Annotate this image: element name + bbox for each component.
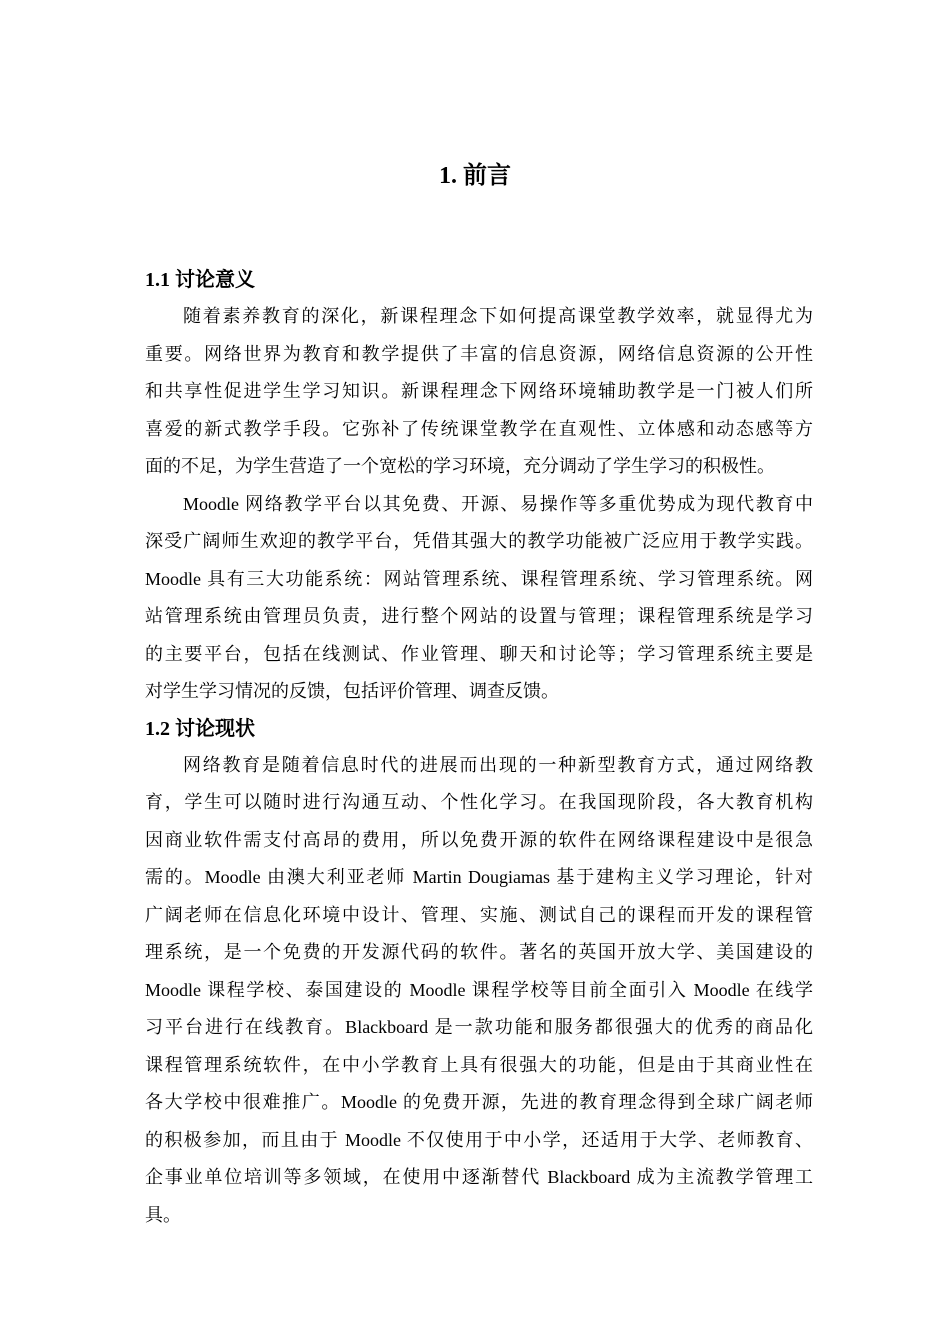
paragraph (145, 747, 813, 1235)
paragraph (145, 486, 813, 711)
text-line: 需的。Moodle 由澳大利亚老师 Martin Dougiamas 基于建构主义学习理论，针对 (145, 867, 813, 887)
text-line: 网络教育是随着信息时代的进展而出现的一种新型教育方式，通过网络教 (183, 754, 813, 775)
section-heading: 1.1 讨论意义 (145, 269, 255, 291)
text-line: 随着素养教育的深化，新课程理念下如何提高课堂教学效率，就显得尤为 (183, 306, 813, 326)
text-line: 对学生学习情况的反馈，包括评价管理、调查反馈。 (145, 681, 559, 701)
text-line: 的积极参加，而且由于 Moodle 不仅使用于中小学，还适用于大学、老师教育、 (145, 1129, 813, 1150)
text-line: 广阔老师在信息化环境中设计、管理、实施、测试自己的课程而开发的课程管 (145, 904, 813, 925)
text-line: 企事业单位培训等多领域，在使用中逐渐替代 Blackboard 成为主流教学管理工 (145, 1167, 813, 1187)
text-line: 理系统，是一个免费的开发源代码的软件。著名的英国开放大学、美国建设的 (145, 942, 813, 962)
text-line: 各大学校中很难推广。Moodle 的免费开源，先进的教育理念得到全球广阔老师 (145, 1092, 813, 1112)
paragraph (145, 298, 813, 486)
text-line: Moodle 课程学校、泰国建设的 Moodle 课程学校等目前全面引入 Moodle 在线学 (145, 979, 813, 1000)
text-line: Moodle 网络教学平台以其免费、开源、易操作等多重优势成为现代教育中 (183, 493, 813, 514)
section-status (145, 711, 813, 1235)
text-line: 具。 (145, 1204, 181, 1225)
text-line: 面的不足，为学生营造了一个宽松的学习环境，充分调动了学生学习的积极性。 (145, 456, 775, 476)
text-line: 习平台进行在线教育。Blackboard 是一款功能和服务都很强大的优秀的商品化 (145, 1017, 813, 1037)
document-body (145, 262, 813, 1234)
text-line: 因商业软件需支付高昂的费用，所以免费开源的软件在网络课程建设中是很急 (145, 829, 813, 850)
section-heading: 1.2 讨论现状 (145, 717, 255, 740)
text-line: 育，学生可以随时进行沟通互动、个性化学习。在我国现阶段，各大教育机构 (145, 792, 813, 812)
page-title: 1. 前言 (439, 163, 511, 189)
text-line: 深受广阔师生欢迎的教学平台，凭借其强大的教学功能被广泛应用于教学实践。 (145, 531, 813, 551)
text-line: 喜爱的新式教学手段。它弥补了传统课堂教学在直观性、立体感和动态感等方 (145, 418, 813, 439)
text-line: 站管理系统由管理员负责，进行整个网站的设置与管理；课程管理系统是学习 (145, 606, 813, 626)
section-significance (145, 262, 813, 711)
text-line: 的主要平台，包括在线测试、作业管理、聊天和讨论等；学习管理系统主要是 (145, 643, 813, 664)
text-line: 课程管理系统软件，在中小学教育上具有很强大的功能，但是由于其商业性在 (145, 1054, 813, 1075)
text-line: Moodle 具有三大功能系统：网站管理系统、课程管理系统、学习管理系统。网 (145, 568, 813, 589)
text-line: 和共享性促进学生学习知识。新课程理念下网络环境辅助教学是一门被人们所 (145, 381, 813, 401)
text-line: 重要。网络世界为教育和教学提供了丰富的信息资源，网络信息资源的公开性 (145, 343, 813, 364)
